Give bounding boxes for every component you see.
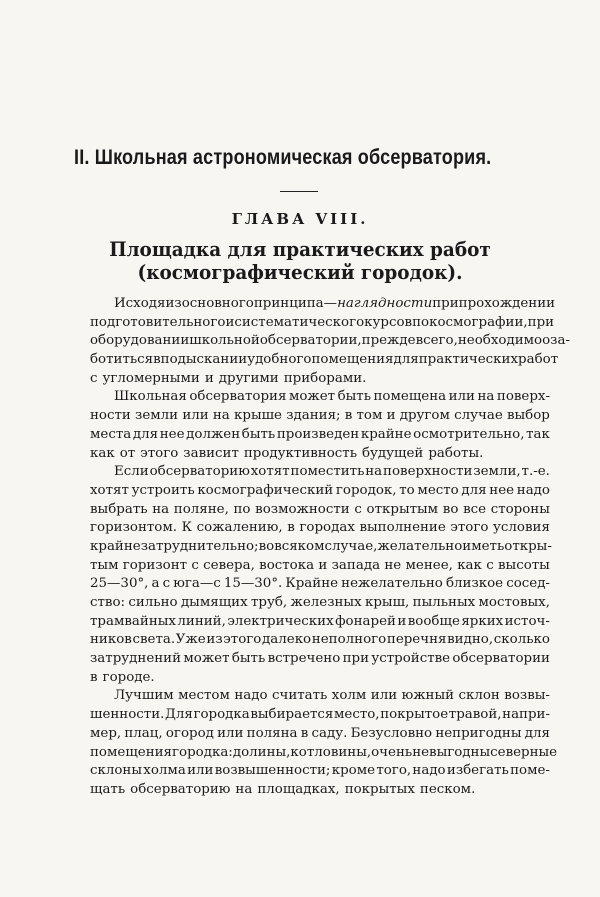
word: и <box>204 370 214 386</box>
word: электрических <box>227 613 334 629</box>
word: долины, <box>232 744 291 760</box>
word: Если <box>114 464 149 480</box>
word: школьной <box>189 333 260 349</box>
word: на <box>212 408 230 424</box>
word: избегать <box>446 763 509 779</box>
text-line <box>90 557 550 576</box>
word: и <box>318 557 328 573</box>
word: иметь <box>462 538 505 554</box>
word: котловины, <box>290 744 372 760</box>
word: или <box>182 408 209 424</box>
word: горизонтом. <box>90 520 178 536</box>
word: работы. <box>428 445 484 461</box>
word: севера, <box>203 557 255 573</box>
word: поме- <box>510 763 550 779</box>
word: возможности <box>255 501 350 517</box>
word: на <box>477 389 495 405</box>
word: Крайне <box>285 576 339 592</box>
word: из <box>165 296 182 311</box>
part-title: II. Школьная астрономическая обсерватория. <box>74 146 492 169</box>
word: склон <box>458 688 500 704</box>
word: Уже <box>175 632 206 648</box>
word: городе. <box>102 669 155 685</box>
word: склоны <box>90 763 143 779</box>
text-line <box>90 706 550 725</box>
word: горизонт <box>122 557 188 573</box>
word: пыльных <box>412 595 476 610</box>
word: северные <box>490 744 558 760</box>
word: встречено <box>267 651 341 667</box>
word: или <box>187 763 214 779</box>
word: выбрать <box>90 501 148 517</box>
word: другом <box>399 408 450 424</box>
word: зависит <box>183 445 239 461</box>
word: Для <box>164 707 193 723</box>
word: при <box>527 314 555 330</box>
word: считать <box>271 688 328 704</box>
word: К <box>181 520 192 536</box>
word: на <box>365 464 383 480</box>
word: крыше <box>234 408 282 424</box>
word: принципа—наглядности <box>253 296 433 311</box>
text-line <box>90 519 550 538</box>
text-line <box>90 762 550 781</box>
word: оза- <box>542 333 570 349</box>
word: поверхности <box>383 464 473 480</box>
word: то <box>399 482 415 498</box>
word: трамвайных <box>90 613 176 629</box>
word: травой, <box>448 707 502 723</box>
word: непригодны <box>435 725 522 741</box>
word: прежде <box>361 333 416 349</box>
word: стороны <box>490 501 550 517</box>
word: всяком <box>274 538 325 554</box>
word: случае, <box>324 538 378 554</box>
word: надо <box>412 763 446 779</box>
word: линий, <box>177 613 226 629</box>
word: устроить <box>131 482 195 498</box>
word: света. <box>132 632 176 648</box>
word: все <box>463 501 487 517</box>
word: произведен <box>276 426 360 442</box>
word: железных <box>290 595 362 610</box>
word: возвышенности; <box>214 763 331 779</box>
word: основного <box>181 296 254 311</box>
word: покрытых <box>344 781 415 797</box>
text-line <box>90 482 550 501</box>
word: тым <box>90 557 119 573</box>
text-line <box>90 370 550 389</box>
word: выполнение <box>359 520 446 536</box>
word: огород <box>165 725 214 741</box>
text-line <box>90 538 550 557</box>
word: осмотрительно, <box>413 426 525 442</box>
word: Безусловно <box>350 725 433 741</box>
word: а <box>151 576 160 592</box>
text-line <box>90 332 570 351</box>
word: с <box>191 557 199 573</box>
text-line <box>90 781 550 800</box>
word: очень <box>371 744 413 760</box>
word: южный <box>401 688 455 704</box>
word: земли, <box>473 464 521 480</box>
body-text <box>90 295 570 800</box>
word: с <box>486 557 494 573</box>
word: мер, <box>90 725 122 741</box>
word: практических <box>418 352 519 368</box>
word: так <box>526 426 550 442</box>
word: быть <box>231 651 266 667</box>
word: высоты <box>498 557 550 573</box>
text-line <box>90 631 550 650</box>
word: затруднительно; <box>140 538 259 554</box>
word: городок, <box>335 482 397 498</box>
word: устройстве <box>371 651 451 667</box>
word: Школьная <box>114 389 187 405</box>
word: космографии, <box>429 314 528 330</box>
word: крайне <box>360 426 412 442</box>
word: во <box>258 538 275 554</box>
word: видно, <box>447 632 494 648</box>
word: сосед- <box>506 576 550 592</box>
word: крайне <box>90 538 141 554</box>
word: нее <box>159 426 185 442</box>
word: 15—30°. <box>223 576 283 592</box>
word: как <box>457 557 482 573</box>
word: в <box>300 725 309 741</box>
word: подыскании <box>160 352 248 368</box>
chapter-title-line1: Площадка для практических работ <box>109 237 491 261</box>
word: откры- <box>504 538 552 554</box>
text-line <box>90 594 550 613</box>
word: в <box>344 408 353 424</box>
word: ярких <box>461 613 504 629</box>
word: этого <box>450 520 489 536</box>
word: надо <box>516 482 550 498</box>
word: и <box>397 613 407 629</box>
word: продуктивность <box>243 445 357 461</box>
word: не <box>384 557 402 573</box>
word: оборудовании <box>90 333 190 349</box>
word: работ <box>518 352 559 368</box>
word: ботиться <box>90 352 154 368</box>
word: дымящих <box>180 595 248 610</box>
word: по <box>233 501 251 517</box>
word: быть <box>337 389 371 405</box>
word: фонарей <box>335 613 396 629</box>
word: или <box>217 725 244 741</box>
word: холма <box>143 763 186 779</box>
word: плац, <box>124 725 163 741</box>
word: для <box>393 352 419 368</box>
word: близкое <box>445 576 504 592</box>
word: обсерватории <box>452 651 550 667</box>
word: кроме <box>331 763 376 779</box>
word: площадках, <box>257 781 340 797</box>
word: этого <box>140 445 179 461</box>
word: космографический <box>197 482 334 498</box>
text-line <box>90 351 559 370</box>
word: напри- <box>502 707 550 723</box>
word: перечня <box>386 632 447 648</box>
word: с <box>162 576 171 592</box>
text-line <box>90 426 550 445</box>
word: прохождении <box>458 296 556 311</box>
word: из <box>206 632 223 648</box>
word: юга—с <box>173 576 221 592</box>
word: обсерваторию <box>130 781 231 797</box>
chapter-label: ГЛАВА VIII. <box>231 210 369 228</box>
word: городка <box>193 707 250 723</box>
word: Лучшим <box>114 688 174 704</box>
word: открытым <box>366 501 439 517</box>
text-line <box>90 725 550 744</box>
word: вообще <box>407 613 460 629</box>
word: во <box>442 501 459 517</box>
word: на <box>235 781 253 797</box>
word: поместить <box>290 464 365 480</box>
word: места <box>90 426 132 442</box>
word: местом <box>178 688 230 704</box>
text-line <box>90 295 556 314</box>
chapter-title <box>24 238 576 284</box>
word: земли <box>135 408 179 424</box>
word: обсерваторию <box>149 464 250 480</box>
word: для <box>461 482 487 498</box>
word: невыгодны <box>412 744 491 760</box>
word: поляне, <box>173 501 229 517</box>
word: желательно <box>377 538 463 554</box>
word: покрытое <box>380 707 449 723</box>
word: крыш, <box>364 595 410 610</box>
word: от <box>119 445 136 461</box>
word: условия <box>493 520 550 536</box>
word: быть <box>241 426 276 442</box>
word: с <box>354 501 362 517</box>
word: хотят <box>250 464 290 480</box>
word: здания; <box>286 408 341 424</box>
word: систематического <box>234 314 365 330</box>
word: может <box>288 389 336 405</box>
word: в <box>153 352 161 368</box>
word: с <box>90 370 98 386</box>
word: или <box>370 688 398 704</box>
word: поверх- <box>496 389 550 405</box>
word: хотят <box>90 482 129 498</box>
word: городка: <box>172 744 233 760</box>
word: помещена <box>373 389 447 405</box>
word: всего, <box>415 333 458 349</box>
word: необходимо <box>457 333 543 349</box>
word: по <box>412 314 430 330</box>
word: т.-е. <box>521 464 550 480</box>
word: этого <box>223 632 262 648</box>
word: как <box>90 445 115 461</box>
word: саду. <box>311 725 348 741</box>
word: труб, <box>250 595 288 610</box>
word: место, <box>334 707 380 723</box>
word: и <box>225 314 235 330</box>
word: и <box>386 408 396 424</box>
word: угломерными <box>102 370 200 386</box>
word: приборами. <box>283 370 367 386</box>
text-line <box>90 669 550 688</box>
word: городах <box>299 520 355 536</box>
word: или <box>448 389 475 405</box>
word: случае <box>454 408 503 424</box>
word: для <box>524 725 550 741</box>
word: ников <box>90 632 132 648</box>
word: будущей <box>361 445 424 461</box>
word: помещения <box>311 352 394 368</box>
word: холм <box>331 688 367 704</box>
word: может <box>183 651 230 667</box>
word: щать <box>90 781 126 797</box>
word: помещения <box>90 744 172 760</box>
word: том <box>356 408 383 424</box>
word: запада <box>331 557 381 573</box>
word: обсерватория <box>189 389 287 405</box>
text-line <box>90 445 550 464</box>
word: другими <box>218 370 279 386</box>
text-line <box>90 744 558 763</box>
word: должен <box>186 426 241 442</box>
word: 25—30°, <box>90 576 149 592</box>
word: поляна <box>246 725 298 741</box>
word: сколько <box>493 632 550 648</box>
word: для <box>132 426 159 442</box>
word: песком. <box>419 781 476 797</box>
text-line <box>90 388 550 407</box>
title-divider <box>280 191 318 192</box>
text-line <box>90 501 550 520</box>
text-line <box>90 650 550 669</box>
word: выбирается <box>250 707 334 723</box>
word: удобного <box>247 352 312 368</box>
word: менее, <box>405 557 453 573</box>
text-line <box>90 407 550 426</box>
word: возвы- <box>504 688 550 704</box>
word: в <box>90 669 98 685</box>
word: далеко <box>262 632 312 648</box>
text-line <box>90 613 550 632</box>
word: того, <box>376 763 412 779</box>
word: сильно <box>128 595 178 610</box>
word: сожалению, <box>196 520 283 536</box>
word: курсов <box>364 314 413 330</box>
chapter-title-line2: (космографический городок). <box>137 260 463 284</box>
word: источ- <box>504 613 550 629</box>
text-line <box>90 314 555 333</box>
word: ности <box>90 408 131 424</box>
word: Исходя <box>114 296 166 311</box>
word: нежелательно <box>341 576 443 592</box>
text-line <box>90 575 550 594</box>
word: выбор <box>506 408 550 424</box>
word: неполного <box>311 632 387 648</box>
word: шенности. <box>90 707 165 723</box>
word: надо <box>234 688 268 704</box>
word: нее <box>489 482 515 498</box>
text-line <box>90 463 550 482</box>
word: при <box>432 296 459 311</box>
text-line <box>90 687 550 706</box>
word: мостовых, <box>478 595 550 610</box>
word: на <box>152 501 170 517</box>
word: обсерватории, <box>259 333 362 349</box>
word: затруднений <box>90 651 182 667</box>
word: ство: <box>90 595 126 610</box>
word: подготовительного <box>90 314 226 330</box>
word: востока <box>259 557 315 573</box>
word: при <box>342 651 370 667</box>
word: в <box>287 520 295 536</box>
word: место <box>417 482 459 498</box>
